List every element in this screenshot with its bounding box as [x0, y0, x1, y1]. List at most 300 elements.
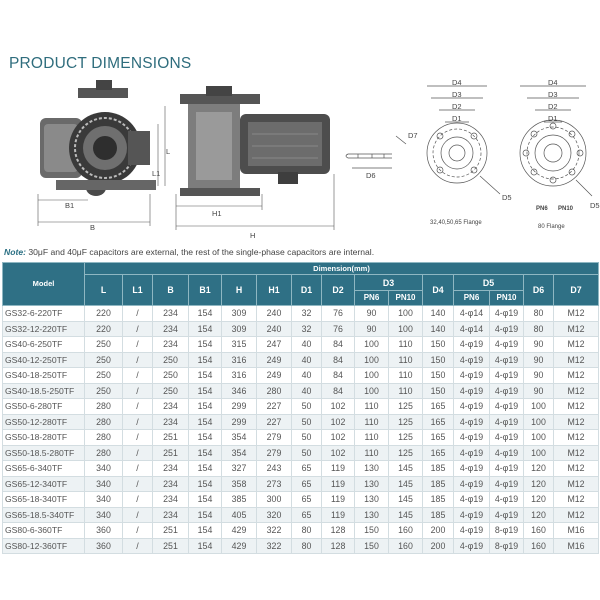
- cell-d5-pn6: 4-φ14: [454, 321, 490, 337]
- cell-d5-pn10: 4-φ19: [490, 337, 524, 353]
- cell-d2: 84: [322, 352, 355, 368]
- cell-h1: 322: [257, 538, 292, 554]
- cell-d4: 185: [423, 476, 454, 492]
- cell-d2: 84: [322, 368, 355, 384]
- cell-model: GS32-12-220TF: [3, 321, 85, 337]
- capacitor-note: [4, 247, 374, 257]
- header-dimension: Dimension(mm): [85, 263, 599, 275]
- cell-h1: 279: [257, 430, 292, 446]
- cell-b: 234: [153, 507, 189, 523]
- cell-b1: 154: [189, 414, 222, 430]
- cell-l: 280: [85, 399, 123, 415]
- cell-d3-pn6: 110: [355, 445, 389, 461]
- cell-d2: 119: [322, 476, 355, 492]
- table-row: [3, 368, 599, 384]
- cell-b1: 154: [189, 507, 222, 523]
- cell-h1: 322: [257, 523, 292, 539]
- cell-h1: 280: [257, 383, 292, 399]
- cell-model: GS40-18.5-250TF: [3, 383, 85, 399]
- cell-d3-pn6: 100: [355, 368, 389, 384]
- pump-front-view: [40, 80, 156, 196]
- cell-h1: 249: [257, 352, 292, 368]
- cell-d5-pn6: 4-φ19: [454, 523, 490, 539]
- cell-d2: 76: [322, 321, 355, 337]
- cell-d2: 76: [322, 306, 355, 322]
- cell-h: 309: [222, 321, 257, 337]
- table-row: [3, 306, 599, 322]
- cell-d3-pn10: 160: [389, 523, 423, 539]
- cell-d2: 128: [322, 523, 355, 539]
- note-text: 30μF and 40μF capacitors are external, the rest of the single-phase capacitors are internal.: [25, 247, 375, 257]
- cell-model: GS32-6-220TF: [3, 306, 85, 322]
- label-h1: H1: [212, 209, 222, 218]
- cell-d4: 150: [423, 383, 454, 399]
- cell-l: 360: [85, 538, 123, 554]
- cell-h1: 227: [257, 414, 292, 430]
- cell-d3-pn6: 90: [355, 306, 389, 322]
- cell-b1: 154: [189, 337, 222, 353]
- cell-d3-pn6: 130: [355, 507, 389, 523]
- cell-h1: 240: [257, 321, 292, 337]
- table-row: [3, 538, 599, 554]
- cell-d5-pn10: 4-φ19: [490, 368, 524, 384]
- cell-model: GS50-12-280TF: [3, 414, 85, 430]
- cell-d1: 32: [292, 306, 322, 322]
- cell-d1: 65: [292, 507, 322, 523]
- cell-d5-pn6: 4-φ19: [454, 368, 490, 384]
- cell-b: 250: [153, 383, 189, 399]
- cell-d6: 120: [524, 492, 554, 508]
- cell-d4: 185: [423, 492, 454, 508]
- header-d3-pn10: PN10: [389, 291, 423, 306]
- cell-b1: 154: [189, 306, 222, 322]
- cell-l1: /: [123, 476, 153, 492]
- cell-d5-pn6: 4-φ19: [454, 461, 490, 477]
- table-row: [3, 507, 599, 523]
- cell-b: 234: [153, 461, 189, 477]
- flange2-label-d4: D4: [548, 78, 558, 87]
- cell-d5-pn10: 4-φ19: [490, 476, 524, 492]
- cell-b: 234: [153, 306, 189, 322]
- cell-l1: /: [123, 352, 153, 368]
- cell-d7: M12: [554, 368, 599, 384]
- cell-b: 234: [153, 337, 189, 353]
- label-l: L: [166, 147, 171, 156]
- cell-b1: 154: [189, 445, 222, 461]
- cell-l1: /: [123, 383, 153, 399]
- label-b1: B1: [65, 201, 75, 210]
- cell-d2: 119: [322, 461, 355, 477]
- cell-d5-pn10: 4-φ19: [490, 352, 524, 368]
- cell-h: 315: [222, 337, 257, 353]
- table-row: [3, 337, 599, 353]
- cell-d5-pn6: 4-φ19: [454, 445, 490, 461]
- cell-d5-pn6: 4-φ19: [454, 352, 490, 368]
- cell-h1: 247: [257, 337, 292, 353]
- header-l: L: [85, 275, 123, 306]
- cell-d3-pn6: 100: [355, 337, 389, 353]
- cell-d7: M12: [554, 399, 599, 415]
- cell-d3-pn10: 110: [389, 383, 423, 399]
- header-d3: D3: [355, 275, 423, 291]
- cell-d3-pn6: 110: [355, 430, 389, 446]
- table-row: [3, 383, 599, 399]
- cell-d2: 119: [322, 492, 355, 508]
- cell-b: 234: [153, 399, 189, 415]
- cell-d6: 100: [524, 399, 554, 415]
- cell-b: 250: [153, 368, 189, 384]
- cell-d5-pn10: 4-φ19: [490, 321, 524, 337]
- header-b: B: [153, 275, 189, 306]
- cell-d1: 50: [292, 430, 322, 446]
- header-d4: D4: [423, 275, 454, 306]
- flange2-label-d3: D3: [548, 90, 558, 99]
- cell-l: 280: [85, 445, 123, 461]
- cell-b: 251: [153, 445, 189, 461]
- cell-d3-pn6: 100: [355, 383, 389, 399]
- cell-l1: /: [123, 321, 153, 337]
- cell-model: GS50-6-280TF: [3, 399, 85, 415]
- cell-d5-pn6: 4-φ14: [454, 306, 490, 322]
- cell-l: 220: [85, 306, 123, 322]
- cell-d5-pn6: 4-φ19: [454, 507, 490, 523]
- header-h: H: [222, 275, 257, 306]
- cell-b: 234: [153, 476, 189, 492]
- cell-d7: M12: [554, 352, 599, 368]
- cell-d7: M12: [554, 337, 599, 353]
- cell-d6: 80: [524, 306, 554, 322]
- cell-d6: 80: [524, 321, 554, 337]
- cell-b1: 154: [189, 538, 222, 554]
- cell-l: 250: [85, 368, 123, 384]
- cell-d4: 150: [423, 368, 454, 384]
- table-row: [3, 461, 599, 477]
- cell-model: GS40-12-250TF: [3, 352, 85, 368]
- cell-l: 250: [85, 383, 123, 399]
- table-row: [3, 321, 599, 337]
- header-h1: H1: [257, 275, 292, 306]
- cell-d2: 128: [322, 538, 355, 554]
- cell-d1: 80: [292, 538, 322, 554]
- cell-model: GS80-6-360TF: [3, 523, 85, 539]
- cell-h1: 240: [257, 306, 292, 322]
- label-b: B: [90, 223, 96, 232]
- cell-l1: /: [123, 306, 153, 322]
- cell-d5-pn6: 4-φ19: [454, 399, 490, 415]
- cell-b: 234: [153, 414, 189, 430]
- cell-d5-pn6: 4-φ19: [454, 538, 490, 554]
- cell-d5-pn6: 4-φ19: [454, 337, 490, 353]
- cell-b1: 154: [189, 368, 222, 384]
- cell-d5-pn6: 4-φ19: [454, 383, 490, 399]
- cell-b1: 154: [189, 430, 222, 446]
- cell-d3-pn10: 145: [389, 492, 423, 508]
- dimensions-table: [2, 262, 599, 554]
- cell-d3-pn10: 110: [389, 352, 423, 368]
- cell-b1: 154: [189, 321, 222, 337]
- cell-model: GS65-6-340TF: [3, 461, 85, 477]
- cell-d5-pn6: 4-φ19: [454, 492, 490, 508]
- cell-h1: 300: [257, 492, 292, 508]
- cell-d2: 119: [322, 507, 355, 523]
- cell-model: GS65-18-340TF: [3, 492, 85, 508]
- cell-b: 251: [153, 430, 189, 446]
- cell-d4: 140: [423, 306, 454, 322]
- cell-d1: 32: [292, 321, 322, 337]
- cell-h: 354: [222, 445, 257, 461]
- cell-d2: 84: [322, 383, 355, 399]
- page-title: PRODUCT DIMENSIONS: [9, 55, 192, 72]
- cell-d7: M12: [554, 321, 599, 337]
- cell-b: 234: [153, 321, 189, 337]
- cell-d3-pn6: 100: [355, 352, 389, 368]
- cell-d6: 120: [524, 476, 554, 492]
- cell-d4: 165: [423, 430, 454, 446]
- cell-d4: 200: [423, 538, 454, 554]
- cell-d7: M12: [554, 430, 599, 446]
- cell-d1: 50: [292, 399, 322, 415]
- cell-h: 358: [222, 476, 257, 492]
- cell-d6: 120: [524, 461, 554, 477]
- flange2-caption: 80 Flange: [538, 224, 565, 230]
- cell-l: 340: [85, 492, 123, 508]
- cell-d7: M16: [554, 523, 599, 539]
- cell-d3-pn6: 90: [355, 321, 389, 337]
- flange1-label-d3: D3: [452, 90, 462, 99]
- label-h: H: [250, 231, 256, 240]
- cell-d6: 100: [524, 430, 554, 446]
- cell-h1: 227: [257, 399, 292, 415]
- cell-d6: 100: [524, 445, 554, 461]
- cell-d3-pn10: 125: [389, 414, 423, 430]
- cell-d1: 80: [292, 523, 322, 539]
- cell-d3-pn10: 100: [389, 306, 423, 322]
- cell-d3-pn6: 110: [355, 414, 389, 430]
- table-row: [3, 430, 599, 446]
- cell-h: 316: [222, 368, 257, 384]
- cell-d3-pn10: 125: [389, 430, 423, 446]
- cell-d3-pn6: 130: [355, 476, 389, 492]
- header-d5-pn10: PN10: [490, 291, 524, 306]
- cell-d3-pn10: 145: [389, 461, 423, 477]
- flange1-label-d5: D5: [502, 193, 512, 202]
- cell-d3-pn10: 110: [389, 368, 423, 384]
- cell-d5-pn10: 4-φ19: [490, 399, 524, 415]
- table-row: [3, 445, 599, 461]
- cell-d1: 40: [292, 383, 322, 399]
- cell-d6: 90: [524, 352, 554, 368]
- cell-d3-pn10: 145: [389, 507, 423, 523]
- cell-d1: 40: [292, 368, 322, 384]
- table-row: [3, 399, 599, 415]
- cell-l: 360: [85, 523, 123, 539]
- cell-l1: /: [123, 507, 153, 523]
- cell-d4: 165: [423, 445, 454, 461]
- cell-d5-pn10: 4-φ19: [490, 445, 524, 461]
- table-row: [3, 492, 599, 508]
- header-model: Model: [3, 263, 85, 306]
- cell-h: 316: [222, 352, 257, 368]
- cell-d4: 150: [423, 352, 454, 368]
- table-row: [3, 523, 599, 539]
- cell-d4: 140: [423, 321, 454, 337]
- cell-b: 251: [153, 538, 189, 554]
- header-d6: D6: [524, 275, 554, 306]
- cell-d3-pn6: 150: [355, 538, 389, 554]
- flange1-label-d2: D2: [452, 102, 462, 111]
- flange2-label-pn6: PN6: [536, 206, 548, 212]
- cell-model: GS40-18-250TF: [3, 368, 85, 384]
- flange1-label-d1: D1: [452, 114, 462, 123]
- cell-h: 299: [222, 414, 257, 430]
- cell-d6: 120: [524, 507, 554, 523]
- cell-d1: 50: [292, 414, 322, 430]
- cell-l: 250: [85, 352, 123, 368]
- cell-h: 429: [222, 538, 257, 554]
- cell-b1: 154: [189, 523, 222, 539]
- flange2-label-d1: D1: [548, 114, 558, 123]
- cell-d7: M12: [554, 414, 599, 430]
- cell-h: 405: [222, 507, 257, 523]
- cell-l: 220: [85, 321, 123, 337]
- note-label: Note:: [4, 247, 26, 257]
- cell-b1: 154: [189, 461, 222, 477]
- cell-d3-pn6: 130: [355, 492, 389, 508]
- cell-b1: 154: [189, 476, 222, 492]
- cell-h: 299: [222, 399, 257, 415]
- cell-h: 309: [222, 306, 257, 322]
- cell-h1: 320: [257, 507, 292, 523]
- header-d3-pn6: PN6: [355, 291, 389, 306]
- cell-d5-pn10: 4-φ19: [490, 306, 524, 322]
- pump-side-view: [180, 86, 330, 196]
- cell-d3-pn10: 160: [389, 538, 423, 554]
- cell-model: GS80-12-360TF: [3, 538, 85, 554]
- header-d5-pn6: PN6: [454, 291, 490, 306]
- cell-h: 429: [222, 523, 257, 539]
- flange2-label-d5: D5: [590, 201, 600, 210]
- cell-d5-pn10: 4-φ19: [490, 461, 524, 477]
- cell-d4: 150: [423, 337, 454, 353]
- cell-d7: M16: [554, 538, 599, 554]
- cell-l: 340: [85, 476, 123, 492]
- cell-h: 354: [222, 430, 257, 446]
- cell-h: 346: [222, 383, 257, 399]
- cell-d5-pn6: 4-φ19: [454, 430, 490, 446]
- cell-d7: M12: [554, 461, 599, 477]
- cell-d6: 160: [524, 538, 554, 554]
- cell-l1: /: [123, 430, 153, 446]
- cell-h: 385: [222, 492, 257, 508]
- cell-d1: 50: [292, 445, 322, 461]
- cell-d6: 90: [524, 383, 554, 399]
- header-d1: D1: [292, 275, 322, 306]
- cell-d4: 165: [423, 414, 454, 430]
- cell-model: GS50-18-280TF: [3, 430, 85, 446]
- cell-d7: M12: [554, 445, 599, 461]
- header-d5: D5: [454, 275, 524, 291]
- cell-l: 250: [85, 337, 123, 353]
- cell-d6: 100: [524, 414, 554, 430]
- cell-d4: 200: [423, 523, 454, 539]
- cell-d2: 102: [322, 399, 355, 415]
- cell-d5-pn10: 4-φ19: [490, 430, 524, 446]
- cell-d4: 165: [423, 399, 454, 415]
- cell-l1: /: [123, 399, 153, 415]
- cell-d5-pn6: 4-φ19: [454, 414, 490, 430]
- cell-b: 250: [153, 352, 189, 368]
- cell-h1: 279: [257, 445, 292, 461]
- cell-d5-pn10: 4-φ19: [490, 383, 524, 399]
- table-body: [3, 306, 599, 554]
- cell-d3-pn6: 150: [355, 523, 389, 539]
- cell-d3-pn6: 130: [355, 461, 389, 477]
- cell-d3-pn6: 110: [355, 399, 389, 415]
- cell-model: GS40-6-250TF: [3, 337, 85, 353]
- cell-d5-pn10: 8-φ19: [490, 538, 524, 554]
- cell-d2: 102: [322, 445, 355, 461]
- cell-d2: 102: [322, 430, 355, 446]
- flange1-label-d4: D4: [452, 78, 462, 87]
- cell-d5-pn10: 8-φ19: [490, 523, 524, 539]
- cell-model: GS65-12-340TF: [3, 476, 85, 492]
- cell-d5-pn10: 4-φ19: [490, 492, 524, 508]
- cell-l1: /: [123, 445, 153, 461]
- label-l1: L1: [152, 169, 161, 178]
- cell-d7: M12: [554, 492, 599, 508]
- cell-d7: M12: [554, 476, 599, 492]
- label-d7: D7: [408, 131, 418, 140]
- cell-d2: 84: [322, 337, 355, 353]
- cell-d3-pn10: 145: [389, 476, 423, 492]
- table-row: [3, 476, 599, 492]
- cell-h1: 243: [257, 461, 292, 477]
- cell-d5-pn10: 4-φ19: [490, 507, 524, 523]
- cell-h1: 249: [257, 368, 292, 384]
- cell-l1: /: [123, 461, 153, 477]
- cell-l1: /: [123, 492, 153, 508]
- cell-d6: 90: [524, 337, 554, 353]
- cell-d7: M12: [554, 306, 599, 322]
- dimension-drawings: [0, 76, 600, 244]
- cell-d2: 102: [322, 414, 355, 430]
- cell-l1: /: [123, 414, 153, 430]
- header-l1: L1: [123, 275, 153, 306]
- cell-l1: /: [123, 538, 153, 554]
- cell-d3-pn10: 100: [389, 321, 423, 337]
- label-d6: D6: [366, 171, 376, 180]
- flange-drawing-32-65: [427, 86, 500, 194]
- cell-d4: 185: [423, 507, 454, 523]
- cell-l: 340: [85, 507, 123, 523]
- cell-b1: 154: [189, 492, 222, 508]
- cell-l: 340: [85, 461, 123, 477]
- header-d7: D7: [554, 275, 599, 306]
- cell-b1: 154: [189, 352, 222, 368]
- cell-l1: /: [123, 368, 153, 384]
- bolt-detail: [346, 136, 406, 168]
- cell-model: GS65-18.5-340TF: [3, 507, 85, 523]
- flange2-label-d2: D2: [548, 102, 558, 111]
- cell-d6: 160: [524, 523, 554, 539]
- cell-d1: 65: [292, 492, 322, 508]
- cell-d6: 90: [524, 368, 554, 384]
- cell-d7: M12: [554, 507, 599, 523]
- header-b1: B1: [189, 275, 222, 306]
- table-row: [3, 414, 599, 430]
- table-row: [3, 352, 599, 368]
- cell-d5-pn6: 4-φ19: [454, 476, 490, 492]
